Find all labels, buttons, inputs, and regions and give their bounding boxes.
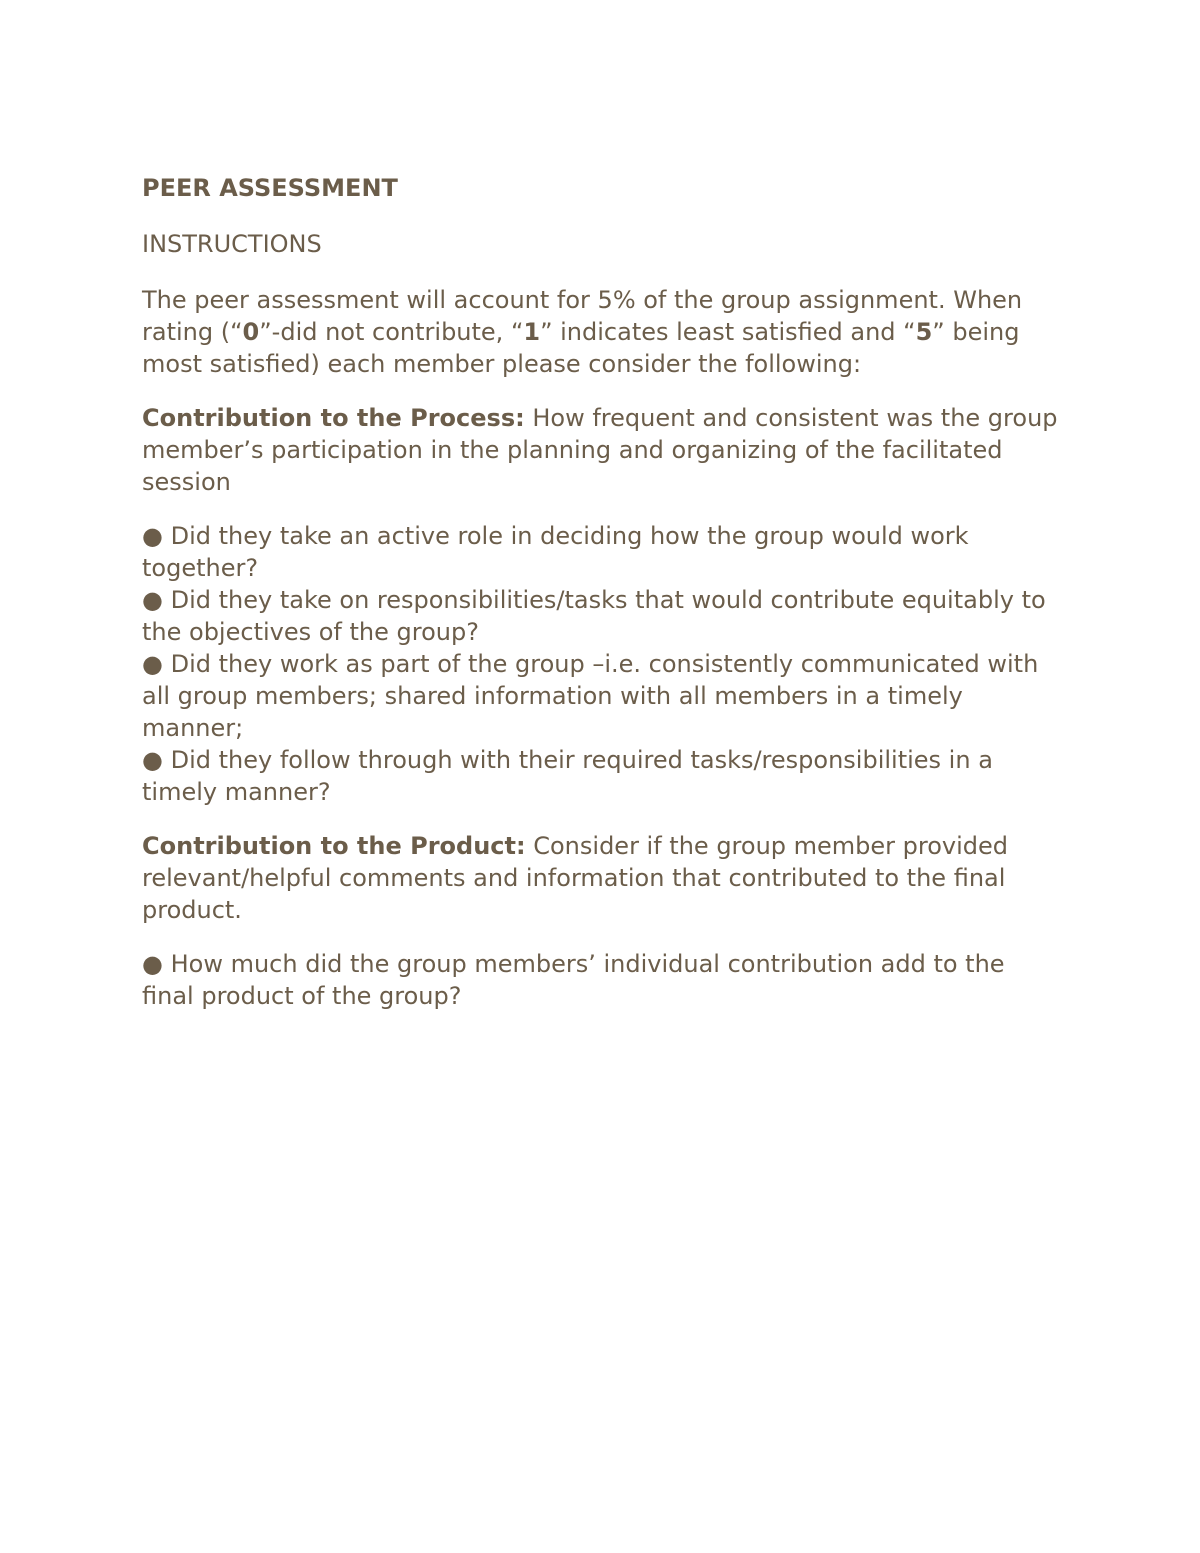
- product-heading: Contribution to the Product:: [142, 832, 526, 860]
- list-item: [142, 520, 1062, 584]
- intro-text-2: ”-did not contribute, “: [259, 318, 524, 346]
- intro-paragraph: [142, 284, 1062, 380]
- bullet-text: Did they follow through with their required tasks/responsibilities in a timely manner?: [142, 746, 993, 806]
- rating-zero: 0: [242, 318, 260, 346]
- bullet-text: Did they work as part of the group –i.e. consistently communicated with all group members; shared information with all members in a timely manner;: [142, 650, 1039, 742]
- process-text: How frequent and consistent was the group member’s participation in the planning and organizing of the facilitated session: [142, 404, 1058, 496]
- bullet-icon: ●: [142, 650, 163, 678]
- product-bullet-list: [142, 948, 1062, 1012]
- page-subtitle: INSTRUCTIONS: [142, 230, 322, 258]
- bullet-text: Did they take an active role in deciding how the group would work together?: [142, 522, 969, 582]
- rating-one: 1: [523, 318, 541, 346]
- intro-text-3: ” indicates least satisfied and “: [540, 318, 916, 346]
- list-item: [142, 948, 1062, 1012]
- document-page: [142, 172, 1062, 1034]
- intro-text-4: ” being most satisfied) each member please consider the following:: [142, 318, 1020, 378]
- bullet-text: How much did the group members’ individual contribution add to the final product of the group?: [142, 950, 1005, 1010]
- process-bullet-list: [142, 520, 1062, 808]
- bullet-icon: ●: [142, 950, 163, 978]
- bullet-icon: ●: [142, 522, 163, 550]
- intro-text-1: The peer assessment will account for 5% of the group assignment. When rating (“: [142, 286, 1023, 346]
- list-item: [142, 584, 1062, 648]
- page-title: PEER ASSESSMENT: [142, 174, 398, 202]
- process-heading: Contribution to the Process:: [142, 404, 525, 432]
- rating-five: 5: [915, 318, 933, 346]
- process-paragraph: [142, 402, 1062, 498]
- bullet-icon: ●: [142, 746, 163, 774]
- product-text: Consider if the group member provided relevant/helpful comments and information that contributed to the final product.: [142, 832, 1009, 924]
- bullet-icon: ●: [142, 586, 163, 614]
- list-item: [142, 648, 1062, 744]
- list-item: [142, 744, 1062, 808]
- bullet-text: Did they take on responsibilities/tasks that would contribute equitably to the objectives of the group?: [142, 586, 1046, 646]
- product-paragraph: [142, 830, 1062, 926]
